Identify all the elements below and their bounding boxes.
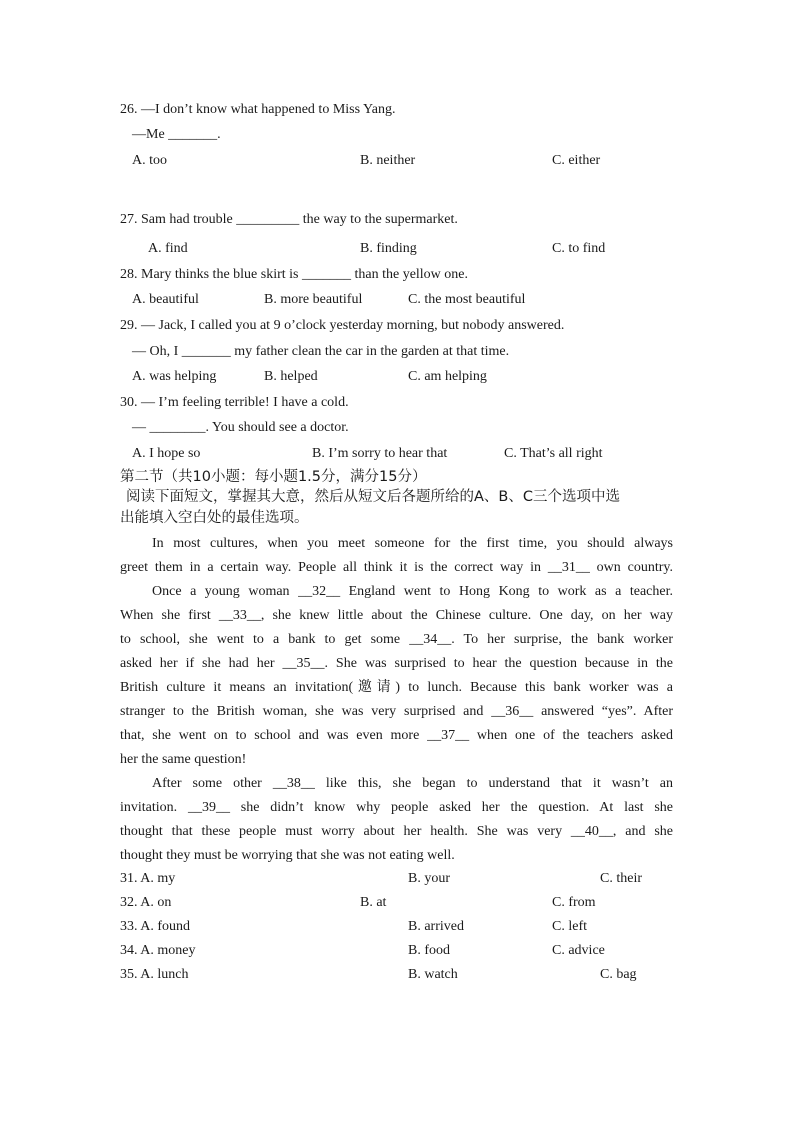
q26-option-c: C. either (552, 153, 601, 168)
choice-31-c: C. their (600, 871, 642, 886)
q26-option-a: A. too (132, 153, 167, 168)
passage-line: thought they must be worrying that she was not eating well. (120, 848, 455, 863)
choice-31-b: B. your (408, 871, 450, 886)
q29-option-a: A. was helping (132, 369, 217, 384)
choice-35-c: C. bag (600, 967, 637, 982)
passage-line: greet them in a certain way. People all think it is the correct way in __31__ own country. (120, 560, 673, 575)
passage-line: Once a young woman __32__ England went to Hong Kong to work as a teacher. (152, 584, 673, 599)
q30-answer-line: — ________. You should see a doctor. (132, 420, 349, 435)
section-instruction-line-1: 阅读下面短文，掌握其大意，然后从短文后各题所给的A、B、C三个选项中选 (126, 489, 620, 505)
passage-line: that, she went on to school and was even more __37__ when one of the teachers asked (120, 728, 673, 743)
section-heading: 第二节（共10小题：每小题1.5分，满分15分） (120, 469, 427, 485)
choice-33-a: 33. A. found (120, 919, 190, 934)
q29-stem: 29. — Jack, I called you at 9 o’clock yesterday morning, but nobody answered. (120, 318, 565, 333)
choice-32-b: B. at (360, 895, 387, 910)
q28-option-a: A. beautiful (132, 292, 199, 307)
q27-option-b: B. finding (360, 241, 417, 256)
passage-line: to school, she went to a bank to get some __34__. To her surprise, the bank worker (120, 632, 673, 647)
q27-stem: 27. Sam had trouble _________ the way to the supermarket. (120, 212, 458, 227)
q30-option-b: B. I’m sorry to hear that (312, 446, 448, 461)
passage-line: thought that these people must worry about her health. She was very __40__, and she (120, 824, 673, 839)
choice-34-c: C. advice (552, 943, 605, 958)
passage-line: When she first __33__, she knew little about the Chinese culture. One day, on her way (120, 608, 673, 623)
choice-34-a: 34. A. money (120, 943, 196, 958)
choice-35-b: B. watch (408, 967, 458, 982)
passage-line: After some other __38__ like this, she began to understand that it wasn’t an (152, 776, 673, 791)
q30-stem: 30. — I’m feeling terrible! I have a cold. (120, 395, 349, 410)
choice-33-c: C. left (552, 919, 587, 934)
q26-option-b: B. neither (360, 153, 416, 168)
passage-line: invitation. __39__ she didn’t know why people asked her the question. At last she (120, 800, 673, 815)
choice-32-c: C. from (552, 895, 596, 910)
passage-line: her the same question! (120, 752, 247, 767)
q27-option-c: C. to find (552, 241, 606, 256)
passage-line: asked her if she had her __35__. She was surprised to hear the question because in the (120, 656, 673, 671)
q26-stem: 26. —I don’t know what happened to Miss Yang. (120, 102, 396, 117)
q26-answer-line: —Me _______. (132, 127, 221, 142)
choice-35-a: 35. A. lunch (120, 967, 189, 982)
q27-option-a: A. find (148, 241, 188, 256)
q29-option-b: B. helped (264, 369, 318, 384)
q28-option-b: B. more beautiful (264, 292, 363, 307)
choice-33-b: B. arrived (408, 919, 464, 934)
q29-option-c: C. am helping (408, 369, 487, 384)
q28-stem: 28. Mary thinks the blue skirt is _______ than the yellow one. (120, 267, 469, 282)
passage-line: British culture it means an invitation(邀请) to lunch. Because this bank worker was a (120, 680, 673, 695)
section-instruction-line-2: 出能填入空白处的最佳选项。 (120, 510, 309, 526)
q30-option-c: C. That’s all right (504, 446, 603, 461)
choice-34-b: B. food (408, 943, 450, 958)
q28-option-c: C. the most beautiful (408, 292, 526, 307)
choice-32-a: 32. A. on (120, 895, 172, 910)
choice-31-a: 31. A. my (120, 871, 176, 886)
passage-line: In most cultures, when you meet someone for the first time, you should always (152, 536, 673, 551)
q30-option-a: A. I hope so (132, 446, 201, 461)
passage-line: stranger to the British woman, she was very surprised and __36__ answered “yes”. After (120, 704, 673, 719)
q29-answer-line: — Oh, I _______ my father clean the car in the garden at that time. (132, 344, 510, 359)
